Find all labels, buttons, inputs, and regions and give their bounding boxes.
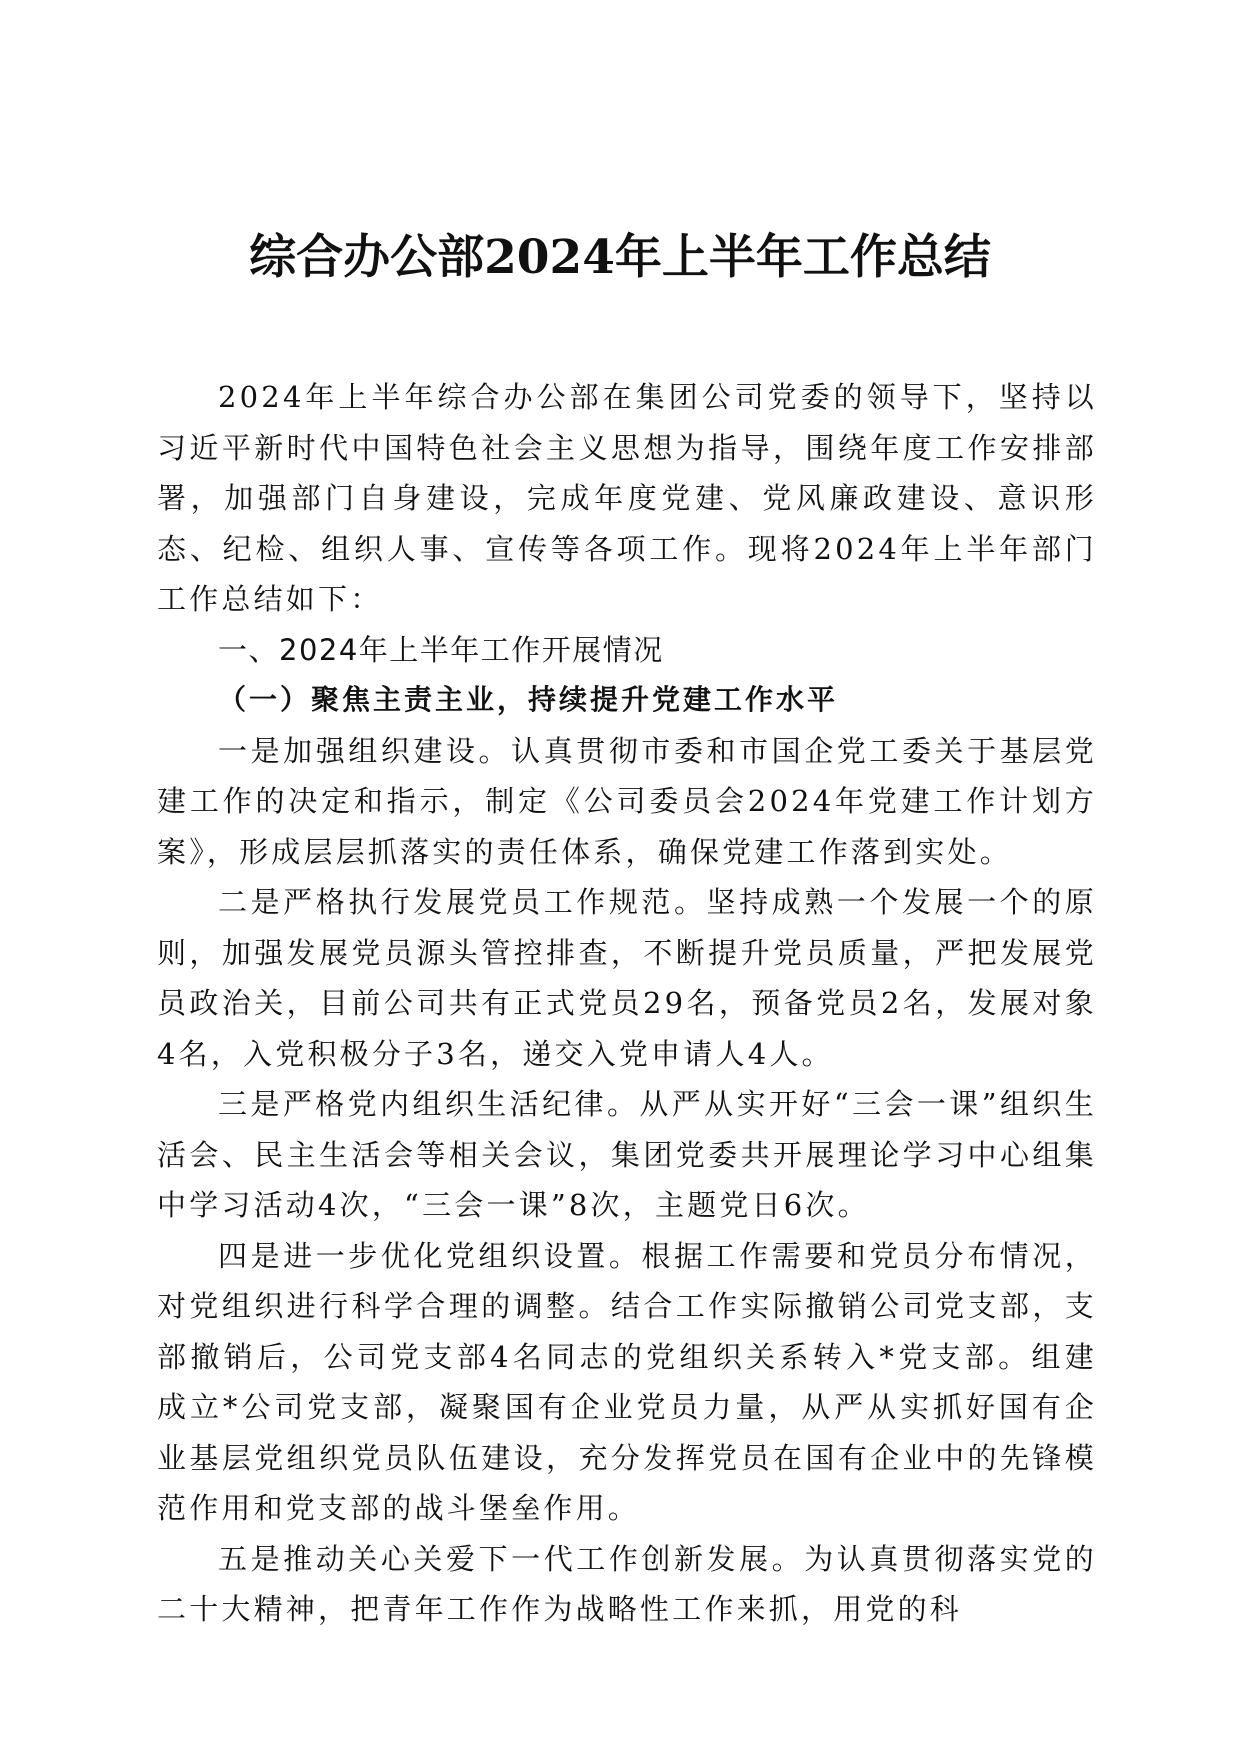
intro-paragraph: 2024年上半年综合办公部在集团公司党委的领导下，坚持以习近平新时代中国特色社会主义思想为指导，围绕年度工作安排部署，加强部门自身建设，完成年度党建、党风廉政建设、意识形态、纪检、组织人事、宣传等各项工作。现将2024年上半年部门工作总结如下： [157, 380, 1097, 616]
section-heading: 一、2024年上半年工作开展情况 [218, 632, 664, 667]
paragraph-next-generation-care: 五是推动关心关爱下一代工作创新发展。为认真贯彻落实党的二十大精神，把青年工作作为战略性工作来抓，用党的科 [157, 1541, 1097, 1626]
subsection-heading: （一）聚焦主责主业，持续提升党建工作水平 [218, 683, 839, 716]
paragraph-organization-setup: 四是进一步优化党组织设置。根据工作需要和党员分布情况，对党组织进行科学合理的调整。结合工作实际撤销公司党支部，支部撤销后，公司党支部4名同志的党组织关系转入*党支部。组建成立*公司党支部，凝聚国有企业党员力量，从严从实抓好国有企业基层党组织党员队伍建设，充分发挥党员在国有企业中的先锋模范作用和党支部的战斗堡垒作用。 [157, 1238, 1097, 1525]
paragraph-member-development: 二是严格执行发展党员工作规范。坚持成熟一个发展一个的原则，加强发展党员源头管控排查，不断提升党员质量，严把发展党员政治关，目前公司共有正式党员29名，预备党员2名，发展对象4名，入党积极分子3名，递交入党申请人4人。 [157, 885, 1097, 1071]
paragraph-organizational-discipline: 三是严格党内组织生活纪律。从严从实开好“三会一课”组织生活会、民主生活会等相关会议，集团党委共开展理论学习中心组集中学习活动4次，“三会一课”8次，主题党日6次。 [157, 1087, 1097, 1222]
document-title: 综合办公部2024年上半年工作总结 [249, 230, 991, 285]
document-body [157, 372, 1097, 1635]
paragraph-organization-building: 一是加强组织建设。认真贯彻市委和市国企党工委关于基层党建工作的决定和指示，制定《公司委员会2024年党建工作计划方案》，形成层层抓落实的责任体系，确保党建工作落到实处。 [157, 733, 1097, 869]
